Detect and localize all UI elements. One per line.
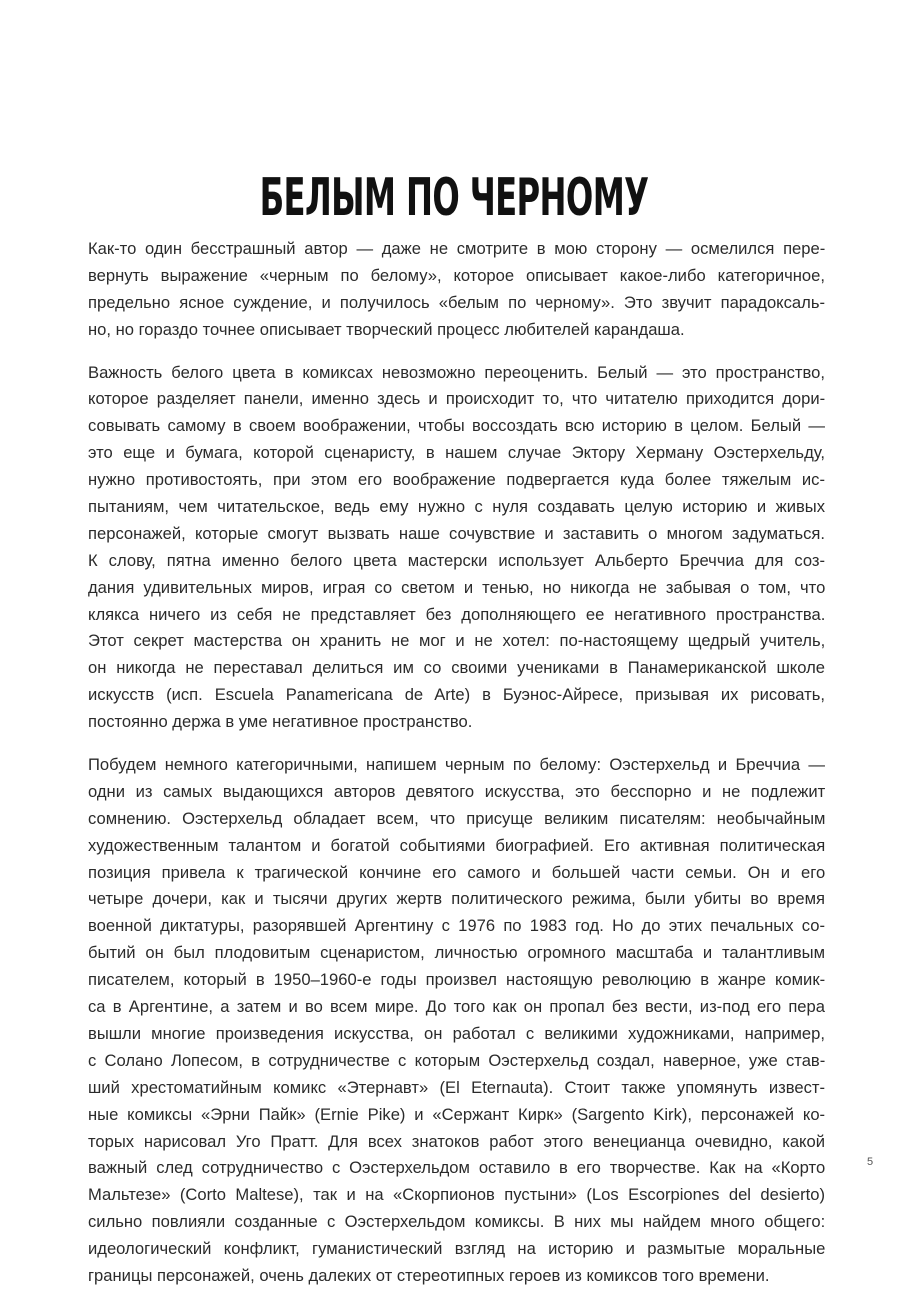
text-line: пытаниям, чем читательское, ведь ему нужно с нуля создавать целую историю и живых xyxy=(88,497,825,517)
text-line: клякса ничего из себя не представляет без дополняющего ее негативного пространства. xyxy=(88,604,826,624)
page-number: 5 xyxy=(867,1156,874,1168)
text-line: важный след сотрудничество с Оэстерхельдом оставило в его творчестве. Как на «Корто xyxy=(88,1158,826,1178)
text-line: бытий он был плодовитым сценаристом, личностью огромного масштаба и талантливым xyxy=(88,943,825,963)
text-line: нужно противостоять, при этом его воображение подвергается куда более тяжелым ис- xyxy=(88,470,825,490)
paragraph-3 xyxy=(88,752,825,1290)
text-line: но, но гораздо точнее описывает творческий процесс любителей карандаша. xyxy=(88,319,685,339)
text-line: это еще и бумага, которой сценаристу, в нашем случае Эктору Херману Оэстерхельду, xyxy=(88,443,825,463)
text-line: дания удивительных миров, играя со светом и тенью, но никогда не забывая о том, что xyxy=(88,577,826,597)
text-line: Важность белого цвета в комиксах невозможно переоценить. Белый — это пространство, xyxy=(88,362,825,382)
text-line: персонажей, которые смогут вызвать наше сочувствие и заставить о многом задуматься. xyxy=(88,523,825,543)
paragraph-1 xyxy=(88,236,825,344)
text-line: ший хрестоматийным комикс «Этернавт» (El Eternauta). Стоит также упомянуть извест- xyxy=(88,1077,825,1097)
text-line: идеологический конфликт, гуманистический взгляд на историю и размытые моральные xyxy=(88,1239,826,1259)
text-line: границы персонажей, очень далеких от стереотипных героев из комиксов того времени. xyxy=(88,1265,770,1285)
text-line: писателем, который в 1950–1960-е годы произвел настоящую революцию в жанре комик- xyxy=(88,970,826,990)
text-line: са в Аргентине, а затем и во всем мире. До того как он пропал без вести, из-под его пера xyxy=(88,997,825,1017)
text-line: с Солано Лопесом, в сотрудничестве с которым Оэстерхельд создал, наверное, уже став- xyxy=(88,1050,826,1070)
text-line: вышли многие произведения искусства, он работал с великими художниками, например, xyxy=(88,1023,825,1043)
page-title: БЕЛЫМ ПО ЧЕРНОМУ xyxy=(259,167,649,228)
text-line: Мальтезе» (Corto Maltese), так и на «Скорпионов пустыни» (Los Escorpiones del desierto) xyxy=(88,1185,825,1205)
text-line: Этот секрет мастерства он хранить не мог и не хотел: по-настоящему щедрый учитель, xyxy=(88,631,826,651)
text-line: одни из самых выдающихся авторов девятого искусства, это бесспорно и не подлежит xyxy=(88,781,826,801)
text-line: сомнению. Оэстерхельд обладает всем, что присуще великим писателям: необычайным xyxy=(88,808,826,828)
text-line: позиция привела к трагической кончине его самого и большей части семьи. Он и его xyxy=(88,862,826,882)
text-line: военной диктатуры, разорявшей Аргентину с 1976 по 1983 год. Но до этих печальных со- xyxy=(88,916,825,936)
text-line: искусств (исп. Escuela Panamericana de Arte) в Буэнос-Айресе, призывая их рисовать, xyxy=(88,685,825,705)
text-line: четыре дочери, как и тысячи других жертв политического режима, были убиты во время xyxy=(88,889,825,909)
text-line: совывать самому в своем воображении, чтобы воссоздать всю историю в целом. Белый — xyxy=(88,416,825,436)
text-line: художественным талантом и богатой событиями биографией. Его активная политическая xyxy=(88,835,826,855)
text-line: торых нарисовал Уго Пратт. Для всех знатоков работ этого венецианца очевидно, какой xyxy=(88,1131,825,1151)
text-line: постоянно держа в уме негативное пространство. xyxy=(88,712,473,732)
text-line: ные комиксы «Эрни Пайк» (Ernie Pike) и «Сержант Кирк» (Sargento Kirk), персонажей ко- xyxy=(88,1104,826,1124)
text-line: К слову, пятна именно белого цвета мастерски использует Альберто Бреччиа для соз- xyxy=(88,550,825,570)
text-line: предельно ясное суждение, и получилось «белым по черному». Это звучит парадоксаль- xyxy=(88,292,825,312)
text-line: Как-то один бесстрашный автор — даже не смотрите в мою сторону — осмелился пере- xyxy=(88,239,826,258)
text-line: Побудем немного категоричными, напишем черным по белому: Оэстерхельд и Бреччиа — xyxy=(88,755,825,775)
text-line: которое разделяет панели, именно здесь и происходит то, что читателю приходится дори- xyxy=(88,389,826,409)
paragraph-2 xyxy=(88,360,825,736)
text-line: сильно повлияли созданные с Оэстерхельдом комиксы. В них мы найдем много общего: xyxy=(88,1212,826,1232)
text-line: он никогда не переставал делиться им со своими учениками в Панамериканской школе xyxy=(88,658,825,678)
article-body xyxy=(88,236,825,1306)
text-line: вернуть выражение «черным по белому», которое описывает какое-либо категоричное, xyxy=(88,265,825,285)
